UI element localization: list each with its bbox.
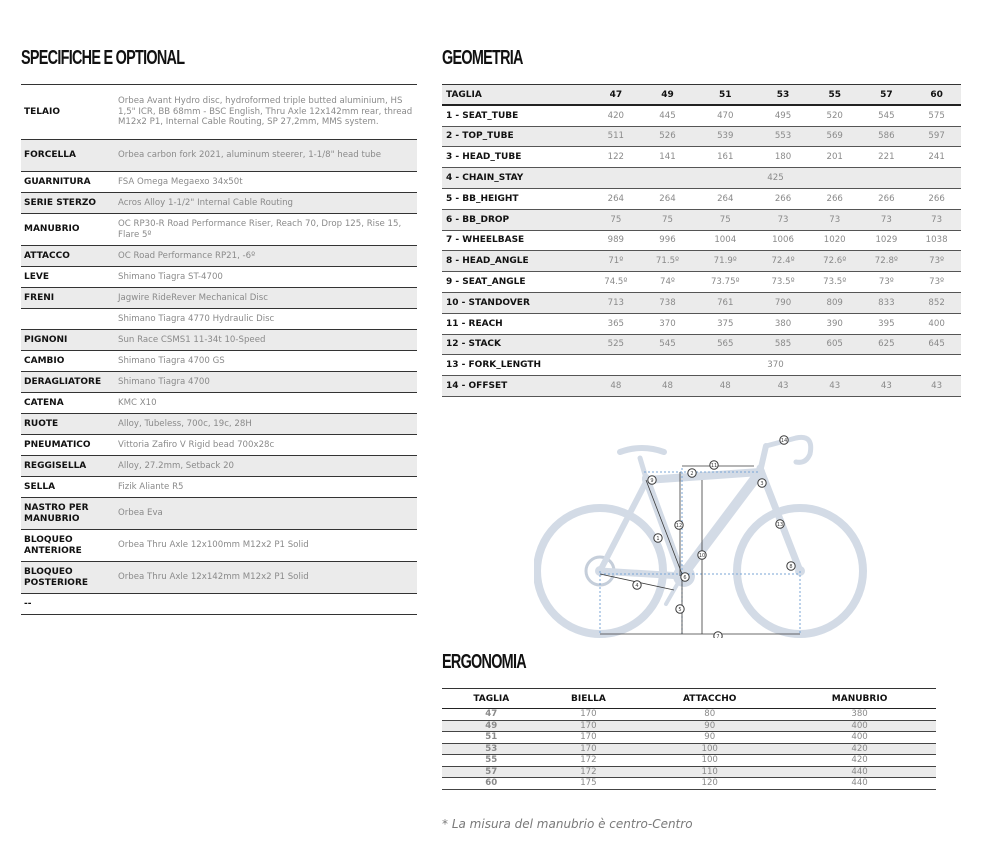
- spec-label: TELAIO: [24, 106, 60, 117]
- spec-row: [21, 498, 417, 530]
- geometry-cell: 73: [861, 209, 913, 230]
- ergonomia-row: [442, 732, 936, 744]
- geometry-cell: 73: [809, 209, 861, 230]
- geometry-cell: 420: [590, 105, 642, 126]
- ergonomia-row: [442, 766, 936, 778]
- geometry-row: [442, 209, 961, 230]
- geometry-row: [442, 376, 961, 397]
- ergonomia-header-cell: TAGLIA: [442, 689, 541, 709]
- spec-row: [21, 214, 417, 246]
- geometry-header-cell: 51: [693, 85, 757, 106]
- geometry-cell: 553: [757, 126, 809, 147]
- spec-value: Alloy, 27.2mm, Setback 20: [118, 460, 235, 471]
- dimension-marker: [714, 632, 722, 638]
- geometry-header-cell: 49: [642, 85, 694, 106]
- ergonomia-cell: 90: [636, 732, 783, 744]
- geometry-row-label: 10 - STANDOVER: [442, 292, 590, 313]
- geometry-cell: 74º: [642, 272, 694, 293]
- spec-label: CATENA: [24, 397, 64, 408]
- geometry-cell: 72.8º: [861, 251, 913, 272]
- spec-row: [21, 330, 417, 351]
- dimension-marker: [758, 479, 766, 487]
- geometry-row: [442, 251, 961, 272]
- geometry-cell: 713: [590, 292, 642, 313]
- spec-label: CAMBIO: [24, 355, 65, 366]
- geometry-cell: 264: [642, 188, 694, 209]
- geometry-cell: 43: [757, 376, 809, 397]
- ergonomia-cell: 170: [541, 732, 637, 744]
- spec-row: [21, 562, 417, 594]
- ergonomia-cell: 110: [636, 766, 783, 778]
- ergonomia-cell: 380: [783, 709, 936, 721]
- geometry-cell: 605: [809, 334, 861, 355]
- geometry-cell: 48: [642, 376, 694, 397]
- geometry-cell: 48: [590, 376, 642, 397]
- svg-text:11: 11: [710, 463, 718, 469]
- dimension-marker: [676, 605, 684, 613]
- ergonomia-cell: 80: [636, 709, 783, 721]
- specs-title: SPECIFICHE E OPTIONAL: [21, 47, 185, 69]
- spec-row: [21, 372, 417, 393]
- ergonomia-row: [442, 743, 936, 755]
- ergonomia-cell: 440: [783, 766, 936, 778]
- geometry-title: GEOMETRIA: [442, 47, 523, 69]
- ergonomia-cell: 170: [541, 720, 637, 732]
- geometry-row: [442, 334, 961, 355]
- geometry-cell: 73.5º: [809, 272, 861, 293]
- ergonomia-cell: 172: [541, 755, 637, 767]
- geometry-cell: 1038: [912, 230, 961, 251]
- ergonomia-cell: 172: [541, 766, 637, 778]
- spec-label: GUARNITURA: [24, 176, 91, 187]
- geometry-row-label: 7 - WHEELBASE: [442, 230, 590, 251]
- spec-label: SERIE STERZO: [24, 197, 97, 208]
- geometry-cell: 761: [693, 292, 757, 313]
- geometry-cell: 72.6º: [809, 251, 861, 272]
- geometry-cell: 122: [590, 147, 642, 168]
- geometry-cell: 1029: [861, 230, 913, 251]
- geometry-cell: 852: [912, 292, 961, 313]
- geometry-row: [442, 168, 961, 189]
- geometry-cell: 539: [693, 126, 757, 147]
- ergonomia-cell: 47: [442, 709, 541, 721]
- geometry-row-label: 1 - SEAT_TUBE: [442, 105, 590, 126]
- geometry-cell: 575: [912, 105, 961, 126]
- spec-row: [21, 309, 417, 330]
- ergonomia-cell: 400: [783, 720, 936, 732]
- dimension-marker: [780, 436, 788, 444]
- geometry-cell: 74.5º: [590, 272, 642, 293]
- geometry-row: [442, 188, 961, 209]
- ergonomia-header-cell: MANUBRIO: [783, 689, 936, 709]
- geometry-cell: 71º: [590, 251, 642, 272]
- spec-value: Fizik Aliante R5: [118, 481, 184, 492]
- dimension-marker: [710, 461, 718, 469]
- ergonomia-title: ERGONOMIA: [442, 651, 526, 673]
- geometry-cell: 73º: [861, 272, 913, 293]
- geometry-cell: 380: [757, 313, 809, 334]
- ergonomia-cell: 440: [783, 778, 936, 790]
- ergonomia-cell: 53: [442, 743, 541, 755]
- ergonomia-cell: 170: [541, 709, 637, 721]
- geometry-cell: 266: [912, 188, 961, 209]
- ergonomia-cell: 400: [783, 732, 936, 744]
- specs-table: [21, 84, 417, 615]
- svg-text:7: 7: [716, 634, 720, 638]
- bike-geometry-diagram: [534, 428, 870, 638]
- spec-value: OC Road Performance RP21, -6º: [118, 250, 256, 261]
- spec-value: Jagwire RideRever Mechanical Disc: [118, 292, 268, 303]
- spec-value: Orbea Thru Axle 12x100mm M12x2 P1 Solid: [118, 540, 309, 551]
- svg-text:9: 9: [650, 478, 654, 484]
- geometry-cell: 585: [757, 334, 809, 355]
- spec-value: Vittoria Zafiro V Rigid bead 700x28c: [118, 439, 275, 450]
- spec-label: --: [24, 598, 32, 609]
- geometry-cell: 625: [861, 334, 913, 355]
- geometry-cell: 221: [861, 147, 913, 168]
- ergonomia-cell: 90: [636, 720, 783, 732]
- geometry-row-label: 8 - HEAD_ANGLE: [442, 251, 590, 272]
- ergonomia-cell: 100: [636, 755, 783, 767]
- ergonomia-header-cell: BIELLA: [541, 689, 637, 709]
- geometry-cell: 241: [912, 147, 961, 168]
- spec-label: ATTACCO: [24, 250, 70, 261]
- dimension-marker: [698, 551, 706, 559]
- geometry-header-row: [442, 85, 961, 106]
- ergonomia-cell: 57: [442, 766, 541, 778]
- geometry-cell: 989: [590, 230, 642, 251]
- dimension-marker: [654, 534, 662, 542]
- geometry-cell: 495: [757, 105, 809, 126]
- spec-label: PNEUMATICO: [24, 439, 91, 450]
- geometry-cell: 470: [693, 105, 757, 126]
- spec-value: Orbea Thru Axle 12x142mm M12x2 P1 Solid: [118, 572, 309, 583]
- geometry-cell: 569: [809, 126, 861, 147]
- ergonomia-row: [442, 778, 936, 790]
- svg-text:12: 12: [675, 523, 683, 529]
- geometry-cell: 1020: [809, 230, 861, 251]
- geometry-row: [442, 313, 961, 334]
- geometry-row-label: 13 - FORK_LENGTH: [442, 355, 590, 376]
- geometry-cell: 833: [861, 292, 913, 313]
- geometry-cell: 73º: [912, 251, 961, 272]
- ergonomia-cell: 170: [541, 743, 637, 755]
- spec-row: [21, 414, 417, 435]
- geometry-cell: 264: [590, 188, 642, 209]
- geometry-cell: 790: [757, 292, 809, 313]
- spec-label: NASTRO PER MANUBRIO: [24, 502, 89, 524]
- geometry-cell: 395: [861, 313, 913, 334]
- ergonomia-row: [442, 709, 936, 721]
- geometry-header-cell: TAGLIA: [442, 85, 590, 106]
- svg-text:10: 10: [698, 553, 706, 559]
- spec-label: RUOTE: [24, 418, 59, 429]
- geometry-row-label: 2 - TOP_TUBE: [442, 126, 590, 147]
- svg-text:5: 5: [678, 607, 682, 613]
- geometry-cell: 545: [861, 105, 913, 126]
- geometry-header-cell: 47: [590, 85, 642, 106]
- spec-label: DERAGLIATORE: [24, 376, 102, 387]
- spec-row: [21, 85, 417, 140]
- geometry-row-label: 14 - OFFSET: [442, 376, 590, 397]
- dimension-marker: [776, 520, 784, 528]
- geometry-cell: 73.75º: [693, 272, 757, 293]
- ergonomia-row: [442, 755, 936, 767]
- spec-value: Shimano Tiagra 4700: [118, 376, 210, 387]
- spec-label: MANUBRIO: [24, 224, 80, 234]
- spec-label: SELLA: [24, 481, 56, 492]
- geometry-row: [442, 147, 961, 168]
- svg-text:6: 6: [683, 575, 687, 581]
- geometry-row: [442, 126, 961, 147]
- spec-label: BLOQUEO ANTERIORE: [24, 534, 82, 556]
- geometry-cell: 264: [693, 188, 757, 209]
- geometry-cell: 375: [693, 313, 757, 334]
- geometry-cell: 586: [861, 126, 913, 147]
- dimension-marker: [675, 521, 683, 529]
- geometry-cell: 266: [861, 188, 913, 209]
- spec-row: [21, 193, 417, 214]
- geometry-row-label: 4 - CHAIN_STAY: [442, 168, 590, 189]
- geometry-cell: 370: [590, 355, 961, 376]
- geometry-cell: 400: [912, 313, 961, 334]
- spec-label: BLOQUEO POSTERIORE: [24, 566, 89, 588]
- geometry-cell: 545: [642, 334, 694, 355]
- spec-label: PIGNONI: [24, 334, 68, 345]
- spec-label: FORCELLA: [24, 150, 76, 160]
- ergonomia-cell: 100: [636, 743, 783, 755]
- spec-row: [21, 456, 417, 477]
- spec-row: [21, 435, 417, 456]
- geometry-cell: 597: [912, 126, 961, 147]
- dimension-marker: [681, 573, 689, 581]
- geometry-row-label: 12 - STACK: [442, 334, 590, 355]
- spec-row: [21, 288, 417, 309]
- svg-text:8: 8: [789, 564, 793, 570]
- spec-row: [21, 530, 417, 562]
- dimension-marker: [688, 469, 696, 477]
- dimension-marker: [633, 581, 641, 589]
- ergonomia-header-cell: ATTACCHO: [636, 689, 783, 709]
- spec-value: Orbea Avant Hydro disc, hydroformed triple butted aluminium, HS 1,5" ICR, BB 68mm - BSC English, Thru Axle 12x142mm rear, thread M12x2 P1, Internal Cable Routing, SP 27,2mm, MMS system.: [118, 96, 413, 128]
- spec-value: FSA Omega Megaexo 34x50t: [118, 176, 243, 187]
- geometry-cell: 75: [642, 209, 694, 230]
- geometry-cell: 266: [757, 188, 809, 209]
- spec-row: [21, 351, 417, 372]
- geometry-cell: 48: [693, 376, 757, 397]
- geometry-cell: 1004: [693, 230, 757, 251]
- spec-row: [21, 246, 417, 267]
- spec-value: Acros Alloy 1-1/2" Internal Cable Routing: [118, 197, 294, 208]
- spec-value: Orbea carbon fork 2021, aluminum steerer, 1-1/8" head tube: [118, 150, 382, 161]
- geometry-cell: 738: [642, 292, 694, 313]
- geometry-cell: 445: [642, 105, 694, 126]
- dimension-marker: [787, 562, 795, 570]
- ergonomia-cell: 420: [783, 755, 936, 767]
- svg-text:4: 4: [635, 583, 639, 589]
- geometry-cell: 73º: [912, 272, 961, 293]
- geometry-cell: 511: [590, 126, 642, 147]
- geometry-cell: 71.9º: [693, 251, 757, 272]
- geometry-row-label: 5 - BB_HEIGHT: [442, 188, 590, 209]
- spec-value: KMC X10: [118, 397, 157, 408]
- spec-row: [21, 267, 417, 288]
- geometry-cell: 390: [809, 313, 861, 334]
- spec-label: LEVE: [24, 271, 49, 282]
- geometry-cell: 141: [642, 147, 694, 168]
- geometry-cell: 525: [590, 334, 642, 355]
- spec-row: [21, 140, 417, 172]
- geometry-header-cell: 60: [912, 85, 961, 106]
- svg-text:3: 3: [760, 481, 764, 487]
- geometry-row-label: 11 - REACH: [442, 313, 590, 334]
- geometry-row: [442, 105, 961, 126]
- geometry-row: [442, 292, 961, 313]
- geometry-row: [442, 355, 961, 376]
- spec-value: Shimano Tiagra 4700 GS: [118, 355, 225, 366]
- geometry-header-cell: 53: [757, 85, 809, 106]
- geometry-row-label: 6 - BB_DROP: [442, 209, 590, 230]
- geometry-row-label: 3 - HEAD_TUBE: [442, 147, 590, 168]
- geometry-cell: 72.4º: [757, 251, 809, 272]
- geometry-row: [442, 230, 961, 251]
- ergonomia-cell: 51: [442, 732, 541, 744]
- ergonomia-header-row: [442, 689, 936, 709]
- geometry-cell: 565: [693, 334, 757, 355]
- geometry-cell: 43: [809, 376, 861, 397]
- geometry-cell: 180: [757, 147, 809, 168]
- geometry-cell: 43: [861, 376, 913, 397]
- geometry-header-cell: 55: [809, 85, 861, 106]
- spec-value: Sun Race CSMS1 11-34t 10-Speed: [118, 334, 266, 345]
- spec-row: [21, 393, 417, 414]
- geometry-row: [442, 272, 961, 293]
- geometry-cell: 73: [912, 209, 961, 230]
- geometry-cell: 809: [809, 292, 861, 313]
- ergonomia-cell: 49: [442, 720, 541, 732]
- geometry-cell: 71.5º: [642, 251, 694, 272]
- geometry-row-label: 9 - SEAT_ANGLE: [442, 272, 590, 293]
- svg-text:1: 1: [656, 536, 660, 542]
- geometry-cell: 161: [693, 147, 757, 168]
- geometry-table: [442, 84, 961, 397]
- geometry-cell: 520: [809, 105, 861, 126]
- geometry-cell: 370: [642, 313, 694, 334]
- geometry-cell: 645: [912, 334, 961, 355]
- geometry-header-cell: 57: [861, 85, 913, 106]
- geometry-cell: 73.5º: [757, 272, 809, 293]
- svg-text:2: 2: [690, 471, 694, 477]
- spec-label: FRENI: [24, 292, 55, 303]
- geometry-cell: 73: [757, 209, 809, 230]
- spec-value: OC RP30-R Road Performance Riser, Reach 70, Drop 125, Rise 15, Flare 5º: [118, 219, 402, 240]
- spec-value: Alloy, Tubeless, 700c, 19c, 28H: [118, 418, 252, 429]
- ergonomia-table: [442, 688, 936, 790]
- geometry-cell: 75: [590, 209, 642, 230]
- geometry-cell: 43: [912, 376, 961, 397]
- geometry-cell: 425: [590, 168, 961, 189]
- geometry-cell: 201: [809, 147, 861, 168]
- ergonomia-cell: 60: [442, 778, 541, 790]
- spec-row: [21, 477, 417, 498]
- svg-text:14: 14: [780, 438, 788, 444]
- svg-text:13: 13: [776, 522, 784, 528]
- ergonomia-row: [442, 720, 936, 732]
- ergonomia-cell: 420: [783, 743, 936, 755]
- geometry-cell: 1006: [757, 230, 809, 251]
- geometry-cell: 75: [693, 209, 757, 230]
- spec-value: Orbea Eva: [118, 508, 163, 519]
- spec-value: Shimano Tiagra 4770 Hydraulic Disc: [118, 313, 275, 324]
- geometry-cell: 266: [809, 188, 861, 209]
- spec-row: [21, 172, 417, 193]
- dimension-marker: [648, 476, 656, 484]
- spec-value: Shimano Tiagra ST-4700: [118, 271, 223, 282]
- handlebar-note: * La misura del manubrio è centro-Centro: [442, 817, 693, 831]
- geometry-cell: 526: [642, 126, 694, 147]
- geometry-cell: 365: [590, 313, 642, 334]
- spec-row: [21, 594, 417, 615]
- ergonomia-cell: 55: [442, 755, 541, 767]
- ergonomia-cell: 175: [541, 778, 637, 790]
- spec-label: REGGISELLA: [24, 460, 87, 471]
- geometry-cell: 996: [642, 230, 694, 251]
- ergonomia-cell: 120: [636, 778, 783, 790]
